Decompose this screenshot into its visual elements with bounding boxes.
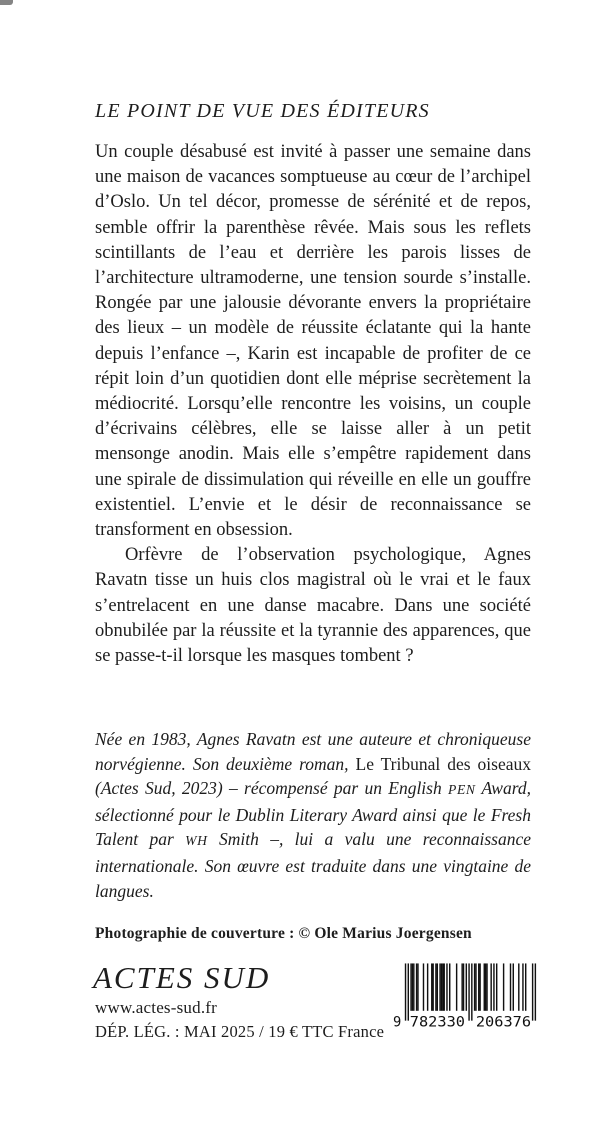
- bio-text-run: Smith –, lui a valu une reconnaissance internationale. Son œuvre est traduite dans une vingtaine de langues.: [95, 829, 531, 901]
- synopsis-paragraph-2: Orfèvre de l’observation psychologique, Agnes Ravatn tisse un huis clos magistral où le vrai et le faux s’entrelacent en une danse macabre. Dans une société obnubilée par la réussite et la tyrannie des apparences, que se passe-t-il lorsque les masques tombent ?: [95, 545, 531, 667]
- barcode-digit-lead: 9: [392, 1014, 402, 1029]
- barcode-digits-group1: 782330: [409, 1014, 465, 1029]
- synopsis-text: [95, 140, 531, 669]
- scan-artifact-mark: [0, 0, 13, 5]
- publisher-website: www.actes-sud.fr: [95, 998, 218, 1017]
- publisher-logo: ACTES SUD: [93, 960, 271, 995]
- barcode-digits-group2: 206376: [475, 1014, 532, 1029]
- bio-text-run: (Actes Sud, 2023) – récompensé par un English: [95, 778, 449, 799]
- cover-photo-credit: Photographie de couverture : © Ole Marius Joergensen: [95, 925, 472, 942]
- bio-text-run: Le Tribunal des oiseaux: [355, 753, 531, 774]
- editors-viewpoint-heading: LE POINT DE VUE DES ÉDITEURS: [95, 100, 430, 122]
- ean13-barcode: [391, 963, 539, 1029]
- bio-text-run: Award, sélectionné pour le Dublin Literary Award ainsi que le Fresh Talent par: [95, 778, 531, 850]
- author-bio: [95, 727, 531, 903]
- bio-text-run: WH: [185, 833, 208, 849]
- legal-deposit-price: DÉP. LÉG. : MAI 2025 / 19 € TTC France: [95, 1022, 385, 1041]
- bio-text-run: PEN: [448, 782, 476, 798]
- synopsis-paragraph-1: Un couple désabusé est invité à passer une semaine dans une maison de vacances somptueuse au cœur de l’archipel d’Oslo. Un tel décor, promesse de sérénité et de repos, semble offrir la parenthèse rêvée. Mais sous les reflets scintillants de l’eau et derrière les parois lisses de l’architecture ultramoderne, une tension sourde s’installe. Rongée par une jalousie dévorante envers la propriétaire des lieux – un modèle de réussite éclatante qui la hante depuis l’enfance –, Karin est incapable de profiter de ce répit loin d’un quotidien dont elle méprise secrètement la médiocrité. Lorsqu’elle rencontre les voisins, un couple d’écrivains célèbres, elle se laisse aller à un petit mensonge anodin. Mais elle s’empêtre rapidement dans une spirale de dissimulation qui réveille en elle un gouffre existentiel. L’envie et le désir de reconnaissance se transforment en obsession.: [95, 142, 531, 541]
- bio-text-run: Née en 1983, Agnes Ravatn est une auteure et chroniqueuse norvégienne. Son deuxième roman,: [95, 729, 531, 774]
